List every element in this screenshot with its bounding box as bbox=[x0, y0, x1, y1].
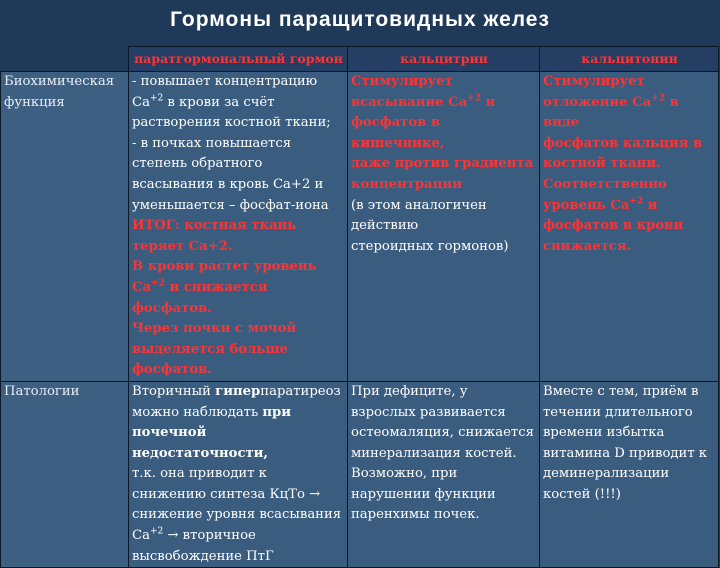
text-line: - в почках повышается bbox=[132, 135, 292, 151]
text-line: всасывания в кровь Са+2 и bbox=[132, 176, 324, 192]
cell-biochem-pth bbox=[129, 72, 348, 382]
text-line: снижению синтеза КцТо → bbox=[132, 486, 321, 502]
column-header-pth: паратгормональный гормон bbox=[129, 47, 348, 72]
text-line: минерализация костей. bbox=[351, 445, 517, 461]
column-header-calcitriol: кальцитрин bbox=[348, 47, 540, 72]
text-line: течении длительного bbox=[543, 404, 693, 420]
text-line: Соответственно bbox=[543, 176, 667, 192]
text-line: почечной недостаточности, bbox=[132, 425, 269, 461]
header-corner bbox=[1, 47, 129, 72]
highlight-line: $Са^{+2}$ и снижается фосфатов. bbox=[132, 278, 268, 316]
highlight-line: теряет Са+2. bbox=[132, 238, 233, 254]
row-label-biochem: Биохимическая функция bbox=[1, 72, 129, 382]
text-line: уменьшается – фосфат-иона bbox=[132, 197, 329, 213]
highlight-line: Через почки с мочой bbox=[132, 321, 297, 337]
text-line: снижается. bbox=[543, 238, 632, 254]
text-line: степень обратного bbox=[132, 156, 263, 172]
cell-biochem-calcitriol bbox=[348, 72, 540, 382]
text-line: даже против градиента bbox=[351, 156, 534, 172]
text-line: При дефиците, у bbox=[351, 383, 468, 399]
text-line: растворения костной ткани; bbox=[132, 115, 331, 131]
text-line: можно наблюдать при bbox=[132, 404, 292, 420]
text-line: т.к. она приводит к bbox=[132, 466, 267, 482]
text-line: фосфатов кальция в bbox=[543, 135, 703, 151]
highlight-line: выделяется больше bbox=[132, 341, 288, 357]
text-line: паренхимы почек. bbox=[351, 507, 480, 523]
text-line: взрослых развивается bbox=[351, 404, 506, 420]
highlight-line: ИТОГ: костная ткань bbox=[132, 218, 297, 234]
highlight-line: В крови растет уровень bbox=[132, 259, 317, 275]
text-line: снижение уровня всасывания bbox=[132, 507, 342, 523]
text-line: витамина D приводит к bbox=[543, 445, 708, 461]
text-line: времени избытка bbox=[543, 425, 665, 441]
text-line: фосфатов в кишечнике, bbox=[351, 115, 445, 151]
text-line: остеомаляция, снижается bbox=[351, 425, 534, 441]
text-line: отложение $Са^{+2}$ в виде bbox=[543, 93, 679, 131]
text-line: фосфатов в крови bbox=[543, 218, 684, 234]
text-line: (в этом аналогичен bbox=[351, 197, 487, 213]
text-line: - повышает концентрацию bbox=[132, 74, 318, 89]
text-line: нарушении функции bbox=[351, 486, 496, 502]
text-line: уровень $Са^{+2}$ и bbox=[543, 196, 658, 213]
header-row bbox=[1, 47, 719, 72]
text-line: костей (!!!) bbox=[543, 486, 621, 502]
hormones-table bbox=[0, 46, 719, 568]
text-line: Стимулирует bbox=[543, 74, 645, 89]
cell-biochem-calcitonin bbox=[540, 72, 719, 382]
text-line: Вместе с тем, приём в bbox=[543, 383, 699, 399]
highlight-line: фосфатов. bbox=[132, 362, 212, 378]
text-line: всасывание $Са^{+2}$ и bbox=[351, 93, 496, 110]
column-header-calcitonin: кальцитонин bbox=[540, 47, 719, 72]
row-label-pathology: Патологии bbox=[1, 381, 129, 567]
text-line: Возможно, при bbox=[351, 466, 458, 482]
text-line: высвобождение ПтГ bbox=[132, 548, 274, 564]
text-line: костной ткани. bbox=[543, 156, 661, 172]
text-line: Вторичный гиперпаратиреоз bbox=[132, 383, 341, 399]
text-line: $Са^{+2}$ → вторичное bbox=[132, 526, 256, 544]
text-line: действию bbox=[351, 218, 419, 234]
text-line: $Са^{+2}$ в крови за счёт bbox=[132, 93, 275, 110]
table-row-biochem bbox=[1, 72, 719, 382]
text-line: концентрации bbox=[351, 176, 462, 192]
text-line: деминерализации bbox=[543, 466, 670, 482]
text-line: стероидных гормонов) bbox=[351, 238, 509, 254]
text-line: Стимулирует bbox=[351, 74, 453, 89]
page-title: Гормоны паращитовидных желез bbox=[170, 8, 550, 31]
